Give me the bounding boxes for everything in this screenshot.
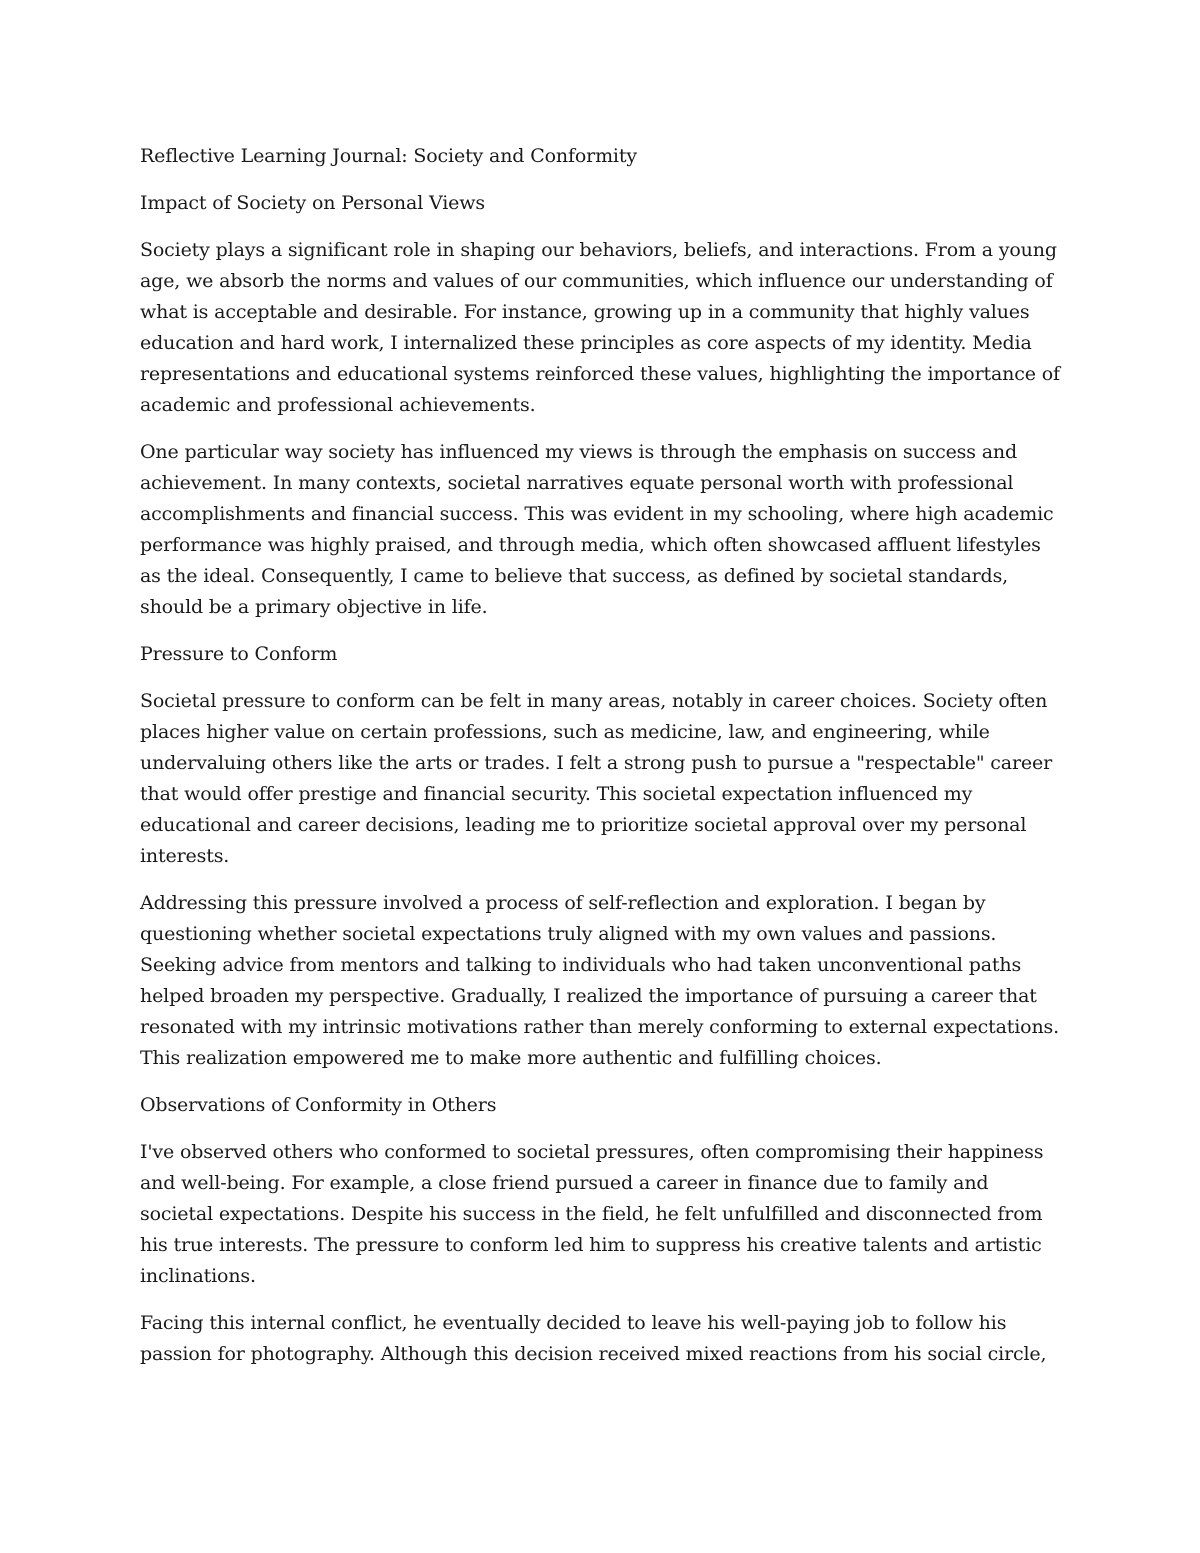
document-body [140, 141, 1065, 1386]
paragraph: One particular way society has influenced my views is through the emphasis on success and achievement. In many contexts, societal narratives equate personal worth with professional accomplishments and financial success. This was evident in my schooling, where high academic performance was highly praised, and through media, which often showcased affluent lifestyles as the ideal. Consequently, I came to believe that success, as defined by societal standards, should be a primary objective in life. [140, 441, 1054, 618]
paragraph: I've observed others who conformed to societal pressures, often compromising their happiness and well-being. For example, a close friend pursued a career in finance due to family and societal expectations. Despite his success in the field, he felt unfulfilled and disconnected from his true interests. The pressure to conform led him to suppress his creative talents and artistic inclinations. [140, 1141, 1044, 1287]
paragraph: Society plays a significant role in shaping our behaviors, beliefs, and interactions. From a young age, we absorb the norms and values of our communities, which influence our understanding of what is acceptable and desirable. For instance, growing up in a community that highly values education and hard work, I internalized these principles as core aspects of my identity. Media representations and educational systems reinforced these values, highlighting the importance of academic and professional achievements. [140, 239, 1060, 416]
paragraph: Facing this internal conflict, he eventually decided to leave his well-paying job to follow his passion for photography. Although this decision received mixed reactions from his social circle, [140, 1312, 1047, 1365]
document-title: Reflective Learning Journal: Society and Conformity [140, 145, 637, 167]
section-heading-observations: Observations of Conformity in Others [140, 1094, 497, 1116]
paragraph: Societal pressure to conform can be felt in many areas, notably in career choices. Society often places higher value on certain professions, such as medicine, law, and engineering, while undervaluing others like the arts or trades. I felt a strong push to pursue a "respectable" career that would offer prestige and financial security. This societal expectation influenced my educational and career decisions, leading me to prioritize societal approval over my personal interests. [140, 690, 1053, 867]
section-heading-impact: Impact of Society on Personal Views [140, 192, 485, 214]
paragraph: Addressing this pressure involved a process of self-reflection and exploration. I began by questioning whether societal expectations truly aligned with my own values and passions. Seeking advice from mentors and talking to individuals who had taken unconventional paths helped broaden my perspective. Gradually, I realized the importance of pursuing a career that resonated with my intrinsic motivations rather than merely conforming to external expectations. This realization empowered me to make more authentic and fulfilling choices. [140, 892, 1060, 1069]
section-heading-pressure: Pressure to Conform [140, 643, 338, 665]
